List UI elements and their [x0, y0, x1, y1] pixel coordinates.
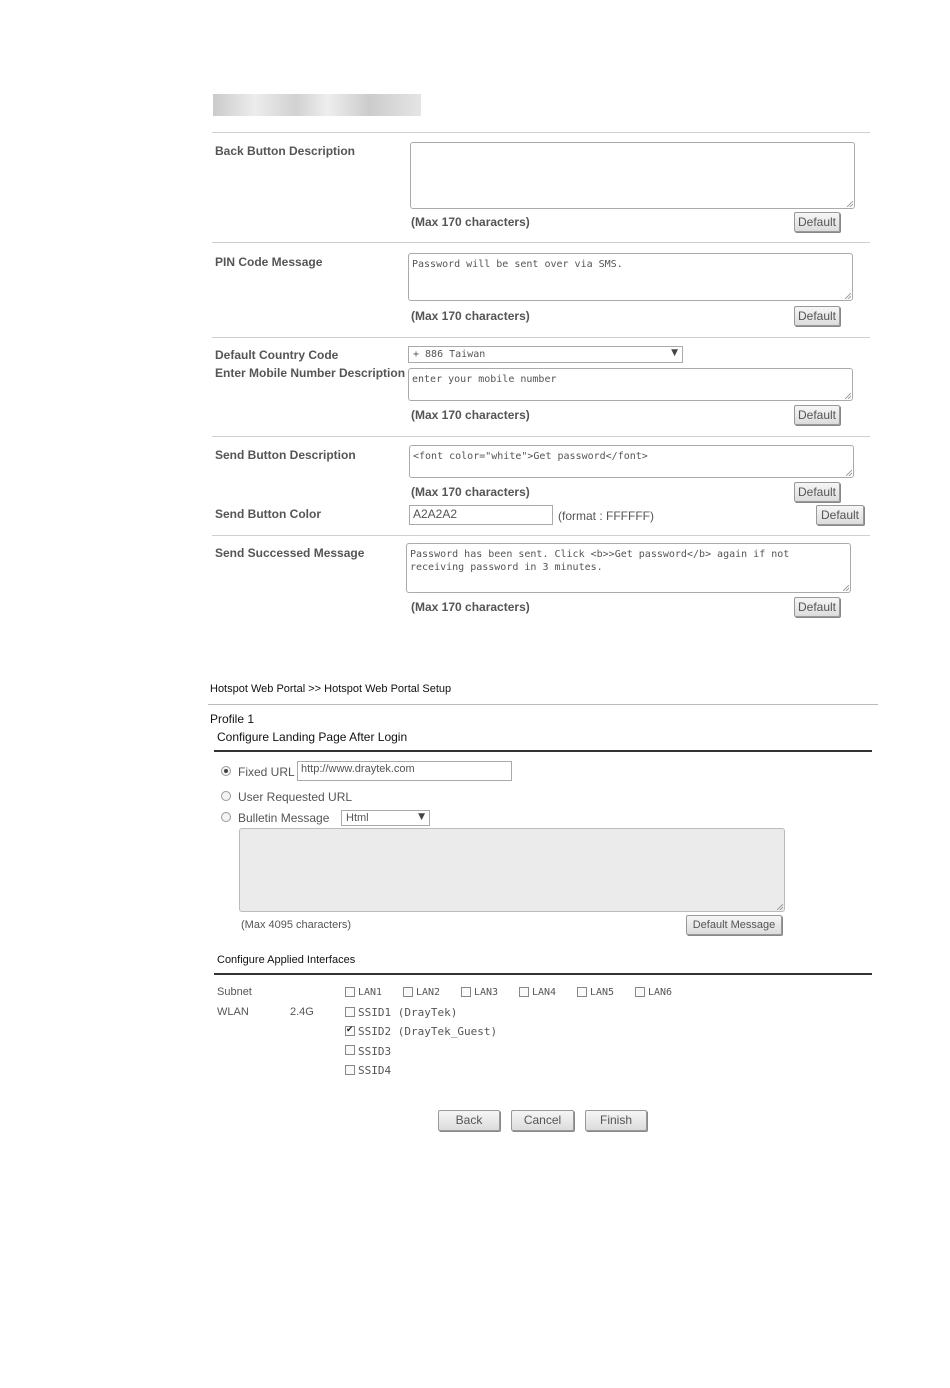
applied-interfaces-heading: Configure Applied Interfaces [217, 954, 356, 966]
ssid2-checkbox[interactable] [345, 1026, 355, 1036]
send-button-description-textarea[interactable]: <font color="white">Get password</font> [409, 445, 854, 478]
bulletin-message-textarea[interactable] [239, 828, 785, 912]
chevron-down-icon: ▼ [418, 812, 425, 822]
chevron-down-icon: ▼ [671, 348, 678, 358]
back-button-description-textarea[interactable] [410, 142, 855, 209]
fixed-url-input[interactable]: http://www.draytek.com [297, 761, 512, 781]
mobile-description-default-button[interactable]: Default [794, 405, 840, 425]
back-button-default-button[interactable]: Default [794, 212, 840, 232]
send-successed-max-chars: (Max 170 characters) [411, 600, 530, 614]
lan2-checkbox[interactable] [403, 987, 413, 997]
send-button-max-chars: (Max 170 characters) [411, 485, 530, 499]
subnet-label: Subnet [217, 986, 252, 998]
country-code-value: + 886 Taiwan [413, 349, 486, 360]
lan1-checkbox[interactable] [345, 987, 355, 997]
country-code-select[interactable] [408, 346, 683, 363]
ssid3-checkbox[interactable] [345, 1045, 355, 1055]
finish-button[interactable]: Finish [585, 1110, 647, 1131]
pin-code-message-label: PIN Code Message [215, 255, 323, 269]
lan4-label: LAN4 [532, 987, 557, 998]
breadcrumb: Hotspot Web Portal >> Hotspot Web Portal Setup [210, 683, 452, 695]
ssid4-label: SSID4 [358, 1064, 392, 1077]
send-button-color-format: (format : FFFFFF) [558, 509, 654, 523]
heading-rule [214, 973, 872, 975]
divider [212, 242, 870, 243]
user-requested-url-radio[interactable] [221, 791, 231, 801]
divider [212, 132, 870, 133]
bulletin-max-chars: (Max 4095 characters) [241, 919, 352, 931]
mobile-description-max-chars: (Max 170 characters) [411, 408, 530, 422]
send-successed-default-button[interactable]: Default [794, 597, 840, 617]
mobile-number-description-label: Enter Mobile Number Description [215, 366, 406, 380]
bulletin-format-value: Html [346, 812, 369, 824]
profile-title: Profile 1 [210, 712, 255, 726]
send-button-color-label: Send Button Color [215, 507, 321, 521]
fixed-url-label: Fixed URL [238, 765, 295, 779]
bulletin-message-label: Bulletin Message [238, 811, 330, 825]
pin-code-default-button[interactable]: Default [794, 306, 840, 326]
cancel-button[interactable]: Cancel [511, 1110, 574, 1131]
pin-code-message-textarea[interactable]: Password will be sent over via SMS. [408, 253, 853, 301]
send-button-description-label: Send Button Description [215, 448, 356, 462]
divider [212, 535, 870, 536]
wlan-band-label: 2.4G [290, 1006, 314, 1018]
back-button[interactable]: Back [438, 1110, 500, 1131]
back-button-description-label: Back Button Description [215, 144, 356, 158]
lan2-label: LAN2 [416, 987, 441, 998]
send-successed-message-textarea[interactable]: Password has been sent. Click <b>>Get password</b> again if not receiving password in 3 minutes. [406, 543, 851, 593]
lan6-label: LAN6 [648, 987, 673, 998]
ssid3-label: SSID3 [358, 1045, 392, 1058]
heading-rule [214, 750, 872, 752]
wlan-label: WLAN [217, 1006, 249, 1018]
lan5-checkbox[interactable] [577, 987, 587, 997]
bulletin-format-select[interactable] [341, 810, 430, 826]
mobile-number-description-textarea[interactable]: enter your mobile number [408, 368, 853, 401]
ssid1-checkbox[interactable] [345, 1007, 355, 1017]
user-requested-url-label: User Requested URL [238, 790, 353, 804]
divider [208, 704, 878, 705]
send-button-default-button[interactable]: Default [794, 482, 840, 502]
lan4-checkbox[interactable] [519, 987, 529, 997]
lan3-label: LAN3 [474, 987, 499, 998]
send-successed-message-label: Send Successed Message [215, 546, 365, 560]
bulletin-message-radio[interactable] [221, 812, 231, 822]
default-message-button[interactable]: Default Message [686, 915, 782, 935]
lan6-checkbox[interactable] [635, 987, 645, 997]
send-button-color-input[interactable]: A2A2A2 [409, 505, 553, 525]
back-button-max-chars: (Max 170 characters) [411, 215, 530, 229]
cropped-header-image [213, 94, 421, 116]
divider [212, 337, 870, 338]
send-button-color-default-button[interactable]: Default [816, 505, 864, 525]
ssid2-label: SSID2 (DrayTek_Guest) [358, 1025, 498, 1038]
lan5-label: LAN5 [590, 987, 615, 998]
divider [212, 436, 870, 437]
default-country-code-label: Default Country Code [215, 348, 339, 362]
ssid1-label: SSID1 (DrayTek) [358, 1006, 458, 1019]
lan3-checkbox[interactable] [461, 987, 471, 997]
landing-page-heading: Configure Landing Page After Login [217, 730, 408, 744]
pin-code-max-chars: (Max 170 characters) [411, 309, 530, 323]
fixed-url-radio[interactable] [221, 766, 231, 776]
ssid4-checkbox[interactable] [345, 1065, 355, 1075]
lan1-label: LAN1 [358, 987, 383, 998]
